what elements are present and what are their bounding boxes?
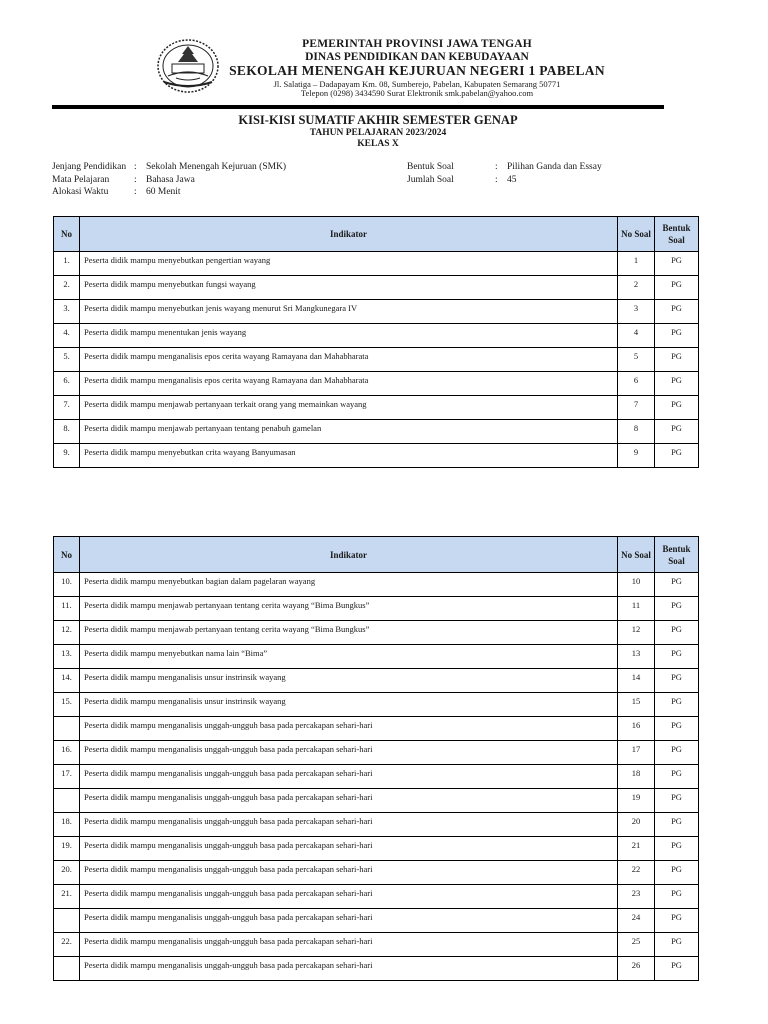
cell-bentuk-soal: PG <box>655 276 699 300</box>
info-label: Alokasi Waktu <box>52 187 109 197</box>
header-no-soal: No Soal <box>618 537 655 573</box>
table-row <box>54 693 699 717</box>
info-row <box>407 174 602 187</box>
cell-bentuk-soal: PG <box>655 645 699 669</box>
cell-no: 13. <box>54 645 80 669</box>
cell-no: 1. <box>54 252 80 276</box>
table-row <box>54 372 699 396</box>
info-label: Jenjang Pendidikan <box>52 162 127 172</box>
table-row <box>54 444 699 468</box>
cell-no-soal: 15 <box>618 693 655 717</box>
info-value: Pilihan Ganda dan Essay <box>507 162 602 172</box>
cell-no-soal: 1 <box>618 252 655 276</box>
cell-no-soal: 14 <box>618 669 655 693</box>
cell-no: 12. <box>54 621 80 645</box>
table-row <box>54 789 699 813</box>
cell-indikator: Peserta didik mampu menjawab pertanyaan tentang cerita wayang “Bima Bungkus” <box>80 621 618 645</box>
table-row <box>54 909 699 933</box>
title-year: TAHUN PELAJARAN 2023/2024 <box>309 127 447 138</box>
title-class: KELAS X <box>357 139 399 149</box>
info-row <box>407 161 602 174</box>
cell-no-soal: 7 <box>618 396 655 420</box>
info-row <box>52 186 286 199</box>
cell-indikator: Peserta didik mampu menganalisis epos cerita wayang Ramayana dan Mahabharata <box>80 372 618 396</box>
table-row <box>54 396 699 420</box>
cell-no: 4. <box>54 324 80 348</box>
table-row <box>54 348 699 372</box>
table-header-row <box>54 537 699 573</box>
cell-indikator: Peserta didik mampu menyebutkan jenis wayang menurut Sri Mangkunegara IV <box>80 300 618 324</box>
cell-bentuk-soal: PG <box>655 597 699 621</box>
table-row <box>54 933 699 957</box>
cell-no-soal: 5 <box>618 348 655 372</box>
cell-bentuk-soal: PG <box>655 813 699 837</box>
letterhead-government: PEMERINTAH PROVINSI JAWA TENGAH <box>302 38 532 50</box>
cell-indikator: Peserta didik mampu menentukan jenis wayang <box>80 324 618 348</box>
cell-no: 5. <box>54 348 80 372</box>
header-bentuk-soal: Bentuk Soal <box>655 217 699 252</box>
cell-no-soal: 19 <box>618 789 655 813</box>
cell-no-soal: 6 <box>618 372 655 396</box>
cell-bentuk-soal: PG <box>655 885 699 909</box>
cell-bentuk-soal: PG <box>655 372 699 396</box>
cell-indikator: Peserta didik mampu menganalisis epos cerita wayang Ramayana dan Mahabharata <box>80 348 618 372</box>
cell-bentuk-soal: PG <box>655 444 699 468</box>
letterhead-school-name: SEKOLAH MENENGAH KEJURUAN NEGERI 1 PABELAN <box>229 63 605 78</box>
cell-bentuk-soal: PG <box>655 837 699 861</box>
info-separator: : <box>495 162 498 172</box>
cell-bentuk-soal: PG <box>655 765 699 789</box>
cell-indikator: Peserta didik mampu menyebutkan crita wayang Banyumasan <box>80 444 618 468</box>
cell-bentuk-soal: PG <box>655 957 699 981</box>
cell-no: 17. <box>54 765 80 789</box>
cell-indikator: Peserta didik mampu menganalisis unggah-ungguh basa pada percakapan sehari-hari <box>80 861 618 885</box>
kisi-table-1 <box>53 216 699 468</box>
table-row <box>54 300 699 324</box>
cell-bentuk-soal: PG <box>655 741 699 765</box>
cell-no: 8. <box>54 420 80 444</box>
cell-indikator: Peserta didik mampu menyebutkan pengertian wayang <box>80 252 618 276</box>
letterhead-department: DINAS PENDIDIKAN DAN KEBUDAYAAN <box>305 50 529 63</box>
info-separator: : <box>495 174 498 185</box>
cell-indikator: Peserta didik mampu menganalisis unggah-ungguh basa pada percakapan sehari-hari <box>80 957 618 981</box>
header-no: No <box>54 537 80 573</box>
cell-no-soal: 26 <box>618 957 655 981</box>
info-value: 60 Menit <box>146 187 181 197</box>
document-title <box>52 114 704 150</box>
cell-no: 11. <box>54 597 80 621</box>
table-row <box>54 957 699 981</box>
header-indikator: Indikator <box>80 537 618 573</box>
kisi-table-2 <box>53 536 699 981</box>
cell-no: 3. <box>54 300 80 324</box>
table-header-row <box>54 217 699 252</box>
cell-no: 20. <box>54 861 80 885</box>
cell-no: 14. <box>54 669 80 693</box>
cell-bentuk-soal: PG <box>655 933 699 957</box>
cell-no: 2. <box>54 276 80 300</box>
cell-indikator: Peserta didik mampu menyebutkan fungsi wayang <box>80 276 618 300</box>
header-bentuk-soal: Bentuk Soal <box>655 537 699 573</box>
letterhead <box>228 39 606 98</box>
cell-indikator: Peserta didik mampu menjawab pertanyaan terkait orang yang memainkan wayang <box>80 396 618 420</box>
cell-no-soal: 9 <box>618 444 655 468</box>
cell-no-soal: 20 <box>618 813 655 837</box>
cell-bentuk-soal: PG <box>655 252 699 276</box>
table-row <box>54 597 699 621</box>
cell-no <box>54 717 80 741</box>
cell-indikator: Peserta didik mampu menganalisis unsur instrinsik wayang <box>80 669 618 693</box>
info-value: 45 <box>507 174 517 185</box>
cell-bentuk-soal: PG <box>655 693 699 717</box>
cell-bentuk-soal: PG <box>655 669 699 693</box>
cell-indikator: Peserta didik mampu menganalisis unggah-ungguh basa pada percakapan sehari-hari <box>80 909 618 933</box>
cell-indikator: Peserta didik mampu menganalisis unggah-ungguh basa pada percakapan sehari-hari <box>80 933 618 957</box>
info-label: Bentuk Soal <box>407 162 454 172</box>
cell-bentuk-soal: PG <box>655 621 699 645</box>
cell-no: 15. <box>54 693 80 717</box>
table-row <box>54 324 699 348</box>
cell-indikator: Peserta didik mampu menganalisis unggah-ungguh basa pada percakapan sehari-hari <box>80 789 618 813</box>
cell-bentuk-soal: PG <box>655 348 699 372</box>
table-row <box>54 741 699 765</box>
cell-indikator: Peserta didik mampu menjawab pertanyaan tentang cerita wayang “Bima Bungkus” <box>80 597 618 621</box>
cell-no-soal: 12 <box>618 621 655 645</box>
cell-no-soal: 21 <box>618 837 655 861</box>
header-no-soal: No Soal <box>618 217 655 252</box>
cell-no-soal: 16 <box>618 717 655 741</box>
cell-indikator: Peserta didik mampu menganalisis unsur instrinsik wayang <box>80 693 618 717</box>
info-left <box>52 161 286 199</box>
info-separator: : <box>134 187 137 197</box>
table-row <box>54 621 699 645</box>
cell-indikator: Peserta didik mampu menganalisis unggah-ungguh basa pada percakapan sehari-hari <box>80 717 618 741</box>
cell-indikator: Peserta didik mampu menganalisis unggah-ungguh basa pada percakapan sehari-hari <box>80 765 618 789</box>
table-row <box>54 645 699 669</box>
info-right <box>407 161 602 186</box>
cell-no: 9. <box>54 444 80 468</box>
cell-no: 22. <box>54 933 80 957</box>
cell-bentuk-soal: PG <box>655 324 699 348</box>
table-row <box>54 837 699 861</box>
cell-no-soal: 10 <box>618 573 655 597</box>
cell-bentuk-soal: PG <box>655 861 699 885</box>
info-separator: : <box>134 174 137 185</box>
title-main: KISI-KISI SUMATIF AKHIR SEMESTER GENAP <box>238 113 518 127</box>
cell-no-soal: 17 <box>618 741 655 765</box>
table-row <box>54 573 699 597</box>
info-value: Bahasa Jawa <box>146 174 195 185</box>
table-row <box>54 717 699 741</box>
table-row <box>54 420 699 444</box>
cell-indikator: Peserta didik mampu menyebutkan nama lain “Bima” <box>80 645 618 669</box>
table-row <box>54 861 699 885</box>
info-label: Jumlah Soal <box>407 174 454 185</box>
cell-no-soal: 13 <box>618 645 655 669</box>
cell-no-soal: 18 <box>618 765 655 789</box>
cell-no-soal: 11 <box>618 597 655 621</box>
cell-no: 10. <box>54 573 80 597</box>
table-row <box>54 765 699 789</box>
table-row <box>54 276 699 300</box>
info-row <box>52 174 286 187</box>
cell-bentuk-soal: PG <box>655 396 699 420</box>
cell-indikator: Peserta didik mampu menganalisis unggah-ungguh basa pada percakapan sehari-hari <box>80 885 618 909</box>
table-row <box>54 885 699 909</box>
cell-no <box>54 957 80 981</box>
cell-indikator: Peserta didik mampu menganalisis unggah-ungguh basa pada percakapan sehari-hari <box>80 741 618 765</box>
cell-no-soal: 8 <box>618 420 655 444</box>
letterhead-contact: Telepon (0298) 3434590 Surat Elektronik smk.pabelan@yahoo.com <box>300 88 534 98</box>
cell-indikator: Peserta didik mampu menjawab pertanyaan tentang penabuh gamelan <box>80 420 618 444</box>
cell-no-soal: 3 <box>618 300 655 324</box>
cell-no-soal: 4 <box>618 324 655 348</box>
letterhead-address: Jl. Salatiga – Dadapayam Km. 08, Sumberejo, Pabelan, Kabupaten Semarang 50771 <box>273 78 561 89</box>
cell-bentuk-soal: PG <box>655 420 699 444</box>
cell-no: 19. <box>54 837 80 861</box>
cell-no <box>54 789 80 813</box>
table-row <box>54 669 699 693</box>
table-row <box>54 252 699 276</box>
cell-indikator: Peserta didik mampu menyebutkan bagian dalam pagelaran wayang <box>80 573 618 597</box>
cell-bentuk-soal: PG <box>655 300 699 324</box>
table-row <box>54 813 699 837</box>
info-separator: : <box>134 162 137 172</box>
cell-bentuk-soal: PG <box>655 789 699 813</box>
info-label: Mata Pelajaran <box>52 174 110 185</box>
cell-no: 6. <box>54 372 80 396</box>
cell-no: 16. <box>54 741 80 765</box>
cell-bentuk-soal: PG <box>655 717 699 741</box>
cell-bentuk-soal: PG <box>655 573 699 597</box>
cell-no: 21. <box>54 885 80 909</box>
letterhead-divider <box>52 105 664 109</box>
cell-no-soal: 22 <box>618 861 655 885</box>
cell-no-soal: 2 <box>618 276 655 300</box>
header-indikator: Indikator <box>80 217 618 252</box>
cell-no-soal: 24 <box>618 909 655 933</box>
info-row <box>52 161 286 174</box>
cell-no: 7. <box>54 396 80 420</box>
jawa-tengah-emblem-icon <box>156 38 220 96</box>
cell-indikator: Peserta didik mampu menganalisis unggah-ungguh basa pada percakapan sehari-hari <box>80 837 618 861</box>
header-no: No <box>54 217 80 252</box>
cell-no <box>54 909 80 933</box>
cell-bentuk-soal: PG <box>655 909 699 933</box>
cell-no: 18. <box>54 813 80 837</box>
info-value: Sekolah Menengah Kejuruan (SMK) <box>146 162 287 172</box>
cell-no-soal: 25 <box>618 933 655 957</box>
cell-indikator: Peserta didik mampu menganalisis unggah-ungguh basa pada percakapan sehari-hari <box>80 813 618 837</box>
cell-no-soal: 23 <box>618 885 655 909</box>
